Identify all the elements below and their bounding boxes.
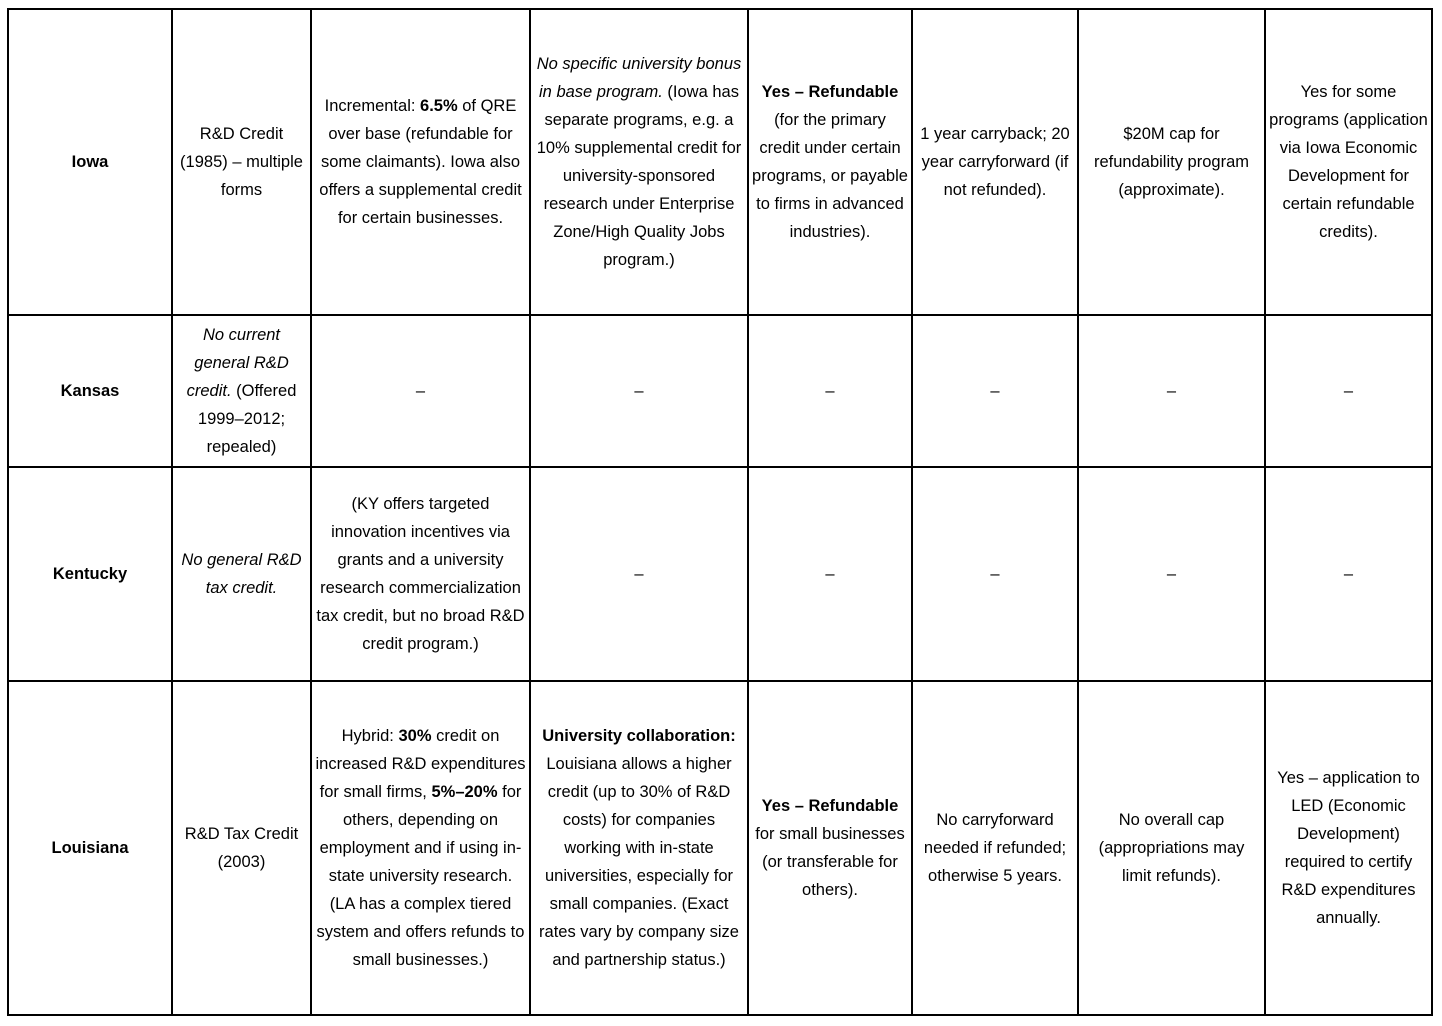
- credit-rate-value: 6.5%: [420, 97, 458, 115]
- state-name: Kentucky: [52, 565, 128, 583]
- credit-rate-text: –: [415, 382, 426, 400]
- refundability-note: for small businesses (or transferable for others).: [755, 825, 905, 899]
- program-text-italic: No current general R&D credit.: [186, 326, 289, 400]
- cap-cell: [1078, 315, 1265, 467]
- state-name: Iowa: [71, 153, 109, 171]
- refundability-label: Yes – Refundable: [761, 797, 899, 815]
- refundability-cell: [748, 9, 912, 315]
- university-cell: [530, 681, 748, 1015]
- credit-rate-middle: credit on increased R&D expenditures for small firms,: [315, 727, 526, 801]
- credit-rate-value-secondary: 5%–20%: [431, 783, 498, 801]
- state-rd-credit-table: [7, 8, 1433, 1016]
- university-note: (Iowa has separate programs, e.g. a 10% supplemental credit for university-sponsored research under Enterprise Zone/High Quality Jobs program.): [536, 83, 742, 269]
- program-text-italic: No general R&D tax credit.: [181, 551, 302, 597]
- university-cell: [530, 9, 748, 315]
- refundability-cell: [748, 467, 912, 681]
- program-text: R&D Tax Credit (2003): [184, 825, 299, 871]
- cap-cell: [1078, 467, 1265, 681]
- carry-cell: [912, 467, 1078, 681]
- carry-text: –: [990, 565, 1000, 583]
- university-note: –: [634, 565, 644, 583]
- university-note: Louisiana allows a higher credit (up to 30% of R&D costs) for companies working with in-state universities, especially for small companies. (Exact rates vary by company size and partnership status.): [539, 755, 739, 969]
- application-text: –: [1343, 382, 1354, 400]
- carry-cell: [912, 681, 1078, 1015]
- refundability-label: Yes – Refundable: [761, 83, 899, 101]
- state-name-cell: [8, 467, 172, 681]
- credit-rate-prefix: Incremental:: [324, 97, 421, 115]
- refundability-note: –: [825, 565, 835, 583]
- cap-text: –: [1166, 382, 1177, 400]
- credit-rate-prefix: Hybrid:: [341, 727, 399, 745]
- application-cell: [1265, 315, 1432, 467]
- application-text: Yes for some programs (application via Iowa Economic Development for certain refundable credits).: [1269, 83, 1428, 241]
- refundability-cell: [748, 681, 912, 1015]
- state-name-cell: [8, 681, 172, 1015]
- application-text: –: [1343, 565, 1354, 583]
- application-cell: [1265, 9, 1432, 315]
- application-cell: [1265, 681, 1432, 1015]
- state-name: Kansas: [60, 382, 120, 400]
- carry-cell: [912, 9, 1078, 315]
- university-note-label: University collaboration:: [542, 727, 736, 745]
- table-row-kansas: [8, 315, 1432, 467]
- cap-text: $20M cap for refundability program (approximate).: [1094, 125, 1249, 199]
- program-text: R&D Credit (1985) – multiple forms: [180, 125, 303, 199]
- cap-cell: [1078, 681, 1265, 1015]
- table-row-iowa: [8, 9, 1432, 315]
- university-note-italic: No specific university bonus in base program.: [536, 55, 742, 101]
- carry-text: 1 year carryback; 20 year carryforward (if not refunded).: [920, 125, 1070, 199]
- carry-text: –: [990, 382, 1000, 400]
- credit-rate-cell: [311, 9, 530, 315]
- state-name: Louisiana: [51, 839, 129, 857]
- credit-rate-cell: [311, 315, 530, 467]
- credit-rate-value: 30%: [398, 727, 432, 745]
- refundability-cell: [748, 315, 912, 467]
- university-cell: [530, 315, 748, 467]
- carry-cell: [912, 315, 1078, 467]
- program-cell: [172, 467, 311, 681]
- table-row-louisiana: [8, 681, 1432, 1015]
- cap-text: –: [1166, 565, 1177, 583]
- university-note: –: [634, 382, 644, 400]
- credit-rate-cell: [311, 681, 530, 1015]
- application-text: Yes – application to LED (Economic Development) required to certify R&D expenditures annually.: [1277, 769, 1420, 927]
- refundability-note: (for the primary credit under certain programs, or payable to firms in advanced industries).: [752, 111, 908, 241]
- credit-rate-text: (KY offers targeted innovation incentives via grants and a university research commercialization tax credit, but no broad R&D credit program.): [316, 495, 525, 653]
- refundability-note: –: [825, 382, 835, 400]
- program-text: (Offered 1999–2012; repealed): [197, 382, 297, 456]
- application-cell: [1265, 467, 1432, 681]
- university-cell: [530, 467, 748, 681]
- cap-text: No overall cap (appropriations may limit refunds).: [1098, 811, 1245, 885]
- cap-cell: [1078, 9, 1265, 315]
- credit-rate-cell: [311, 467, 530, 681]
- program-cell: [172, 315, 311, 467]
- table-row-kentucky: [8, 467, 1432, 681]
- credit-rate-suffix: of QRE over base (refundable for some claimants). Iowa also offers a supplemental credit for certain businesses.: [319, 97, 522, 227]
- state-name-cell: [8, 9, 172, 315]
- program-cell: [172, 9, 311, 315]
- credit-rate-suffix: for others, depending on employment and if using in-state university research. (LA has a complex tiered system and offers refunds to small businesses.): [316, 783, 525, 969]
- carry-text: No carryforward needed if refunded; otherwise 5 years.: [923, 811, 1067, 885]
- program-cell: [172, 681, 311, 1015]
- state-name-cell: [8, 315, 172, 467]
